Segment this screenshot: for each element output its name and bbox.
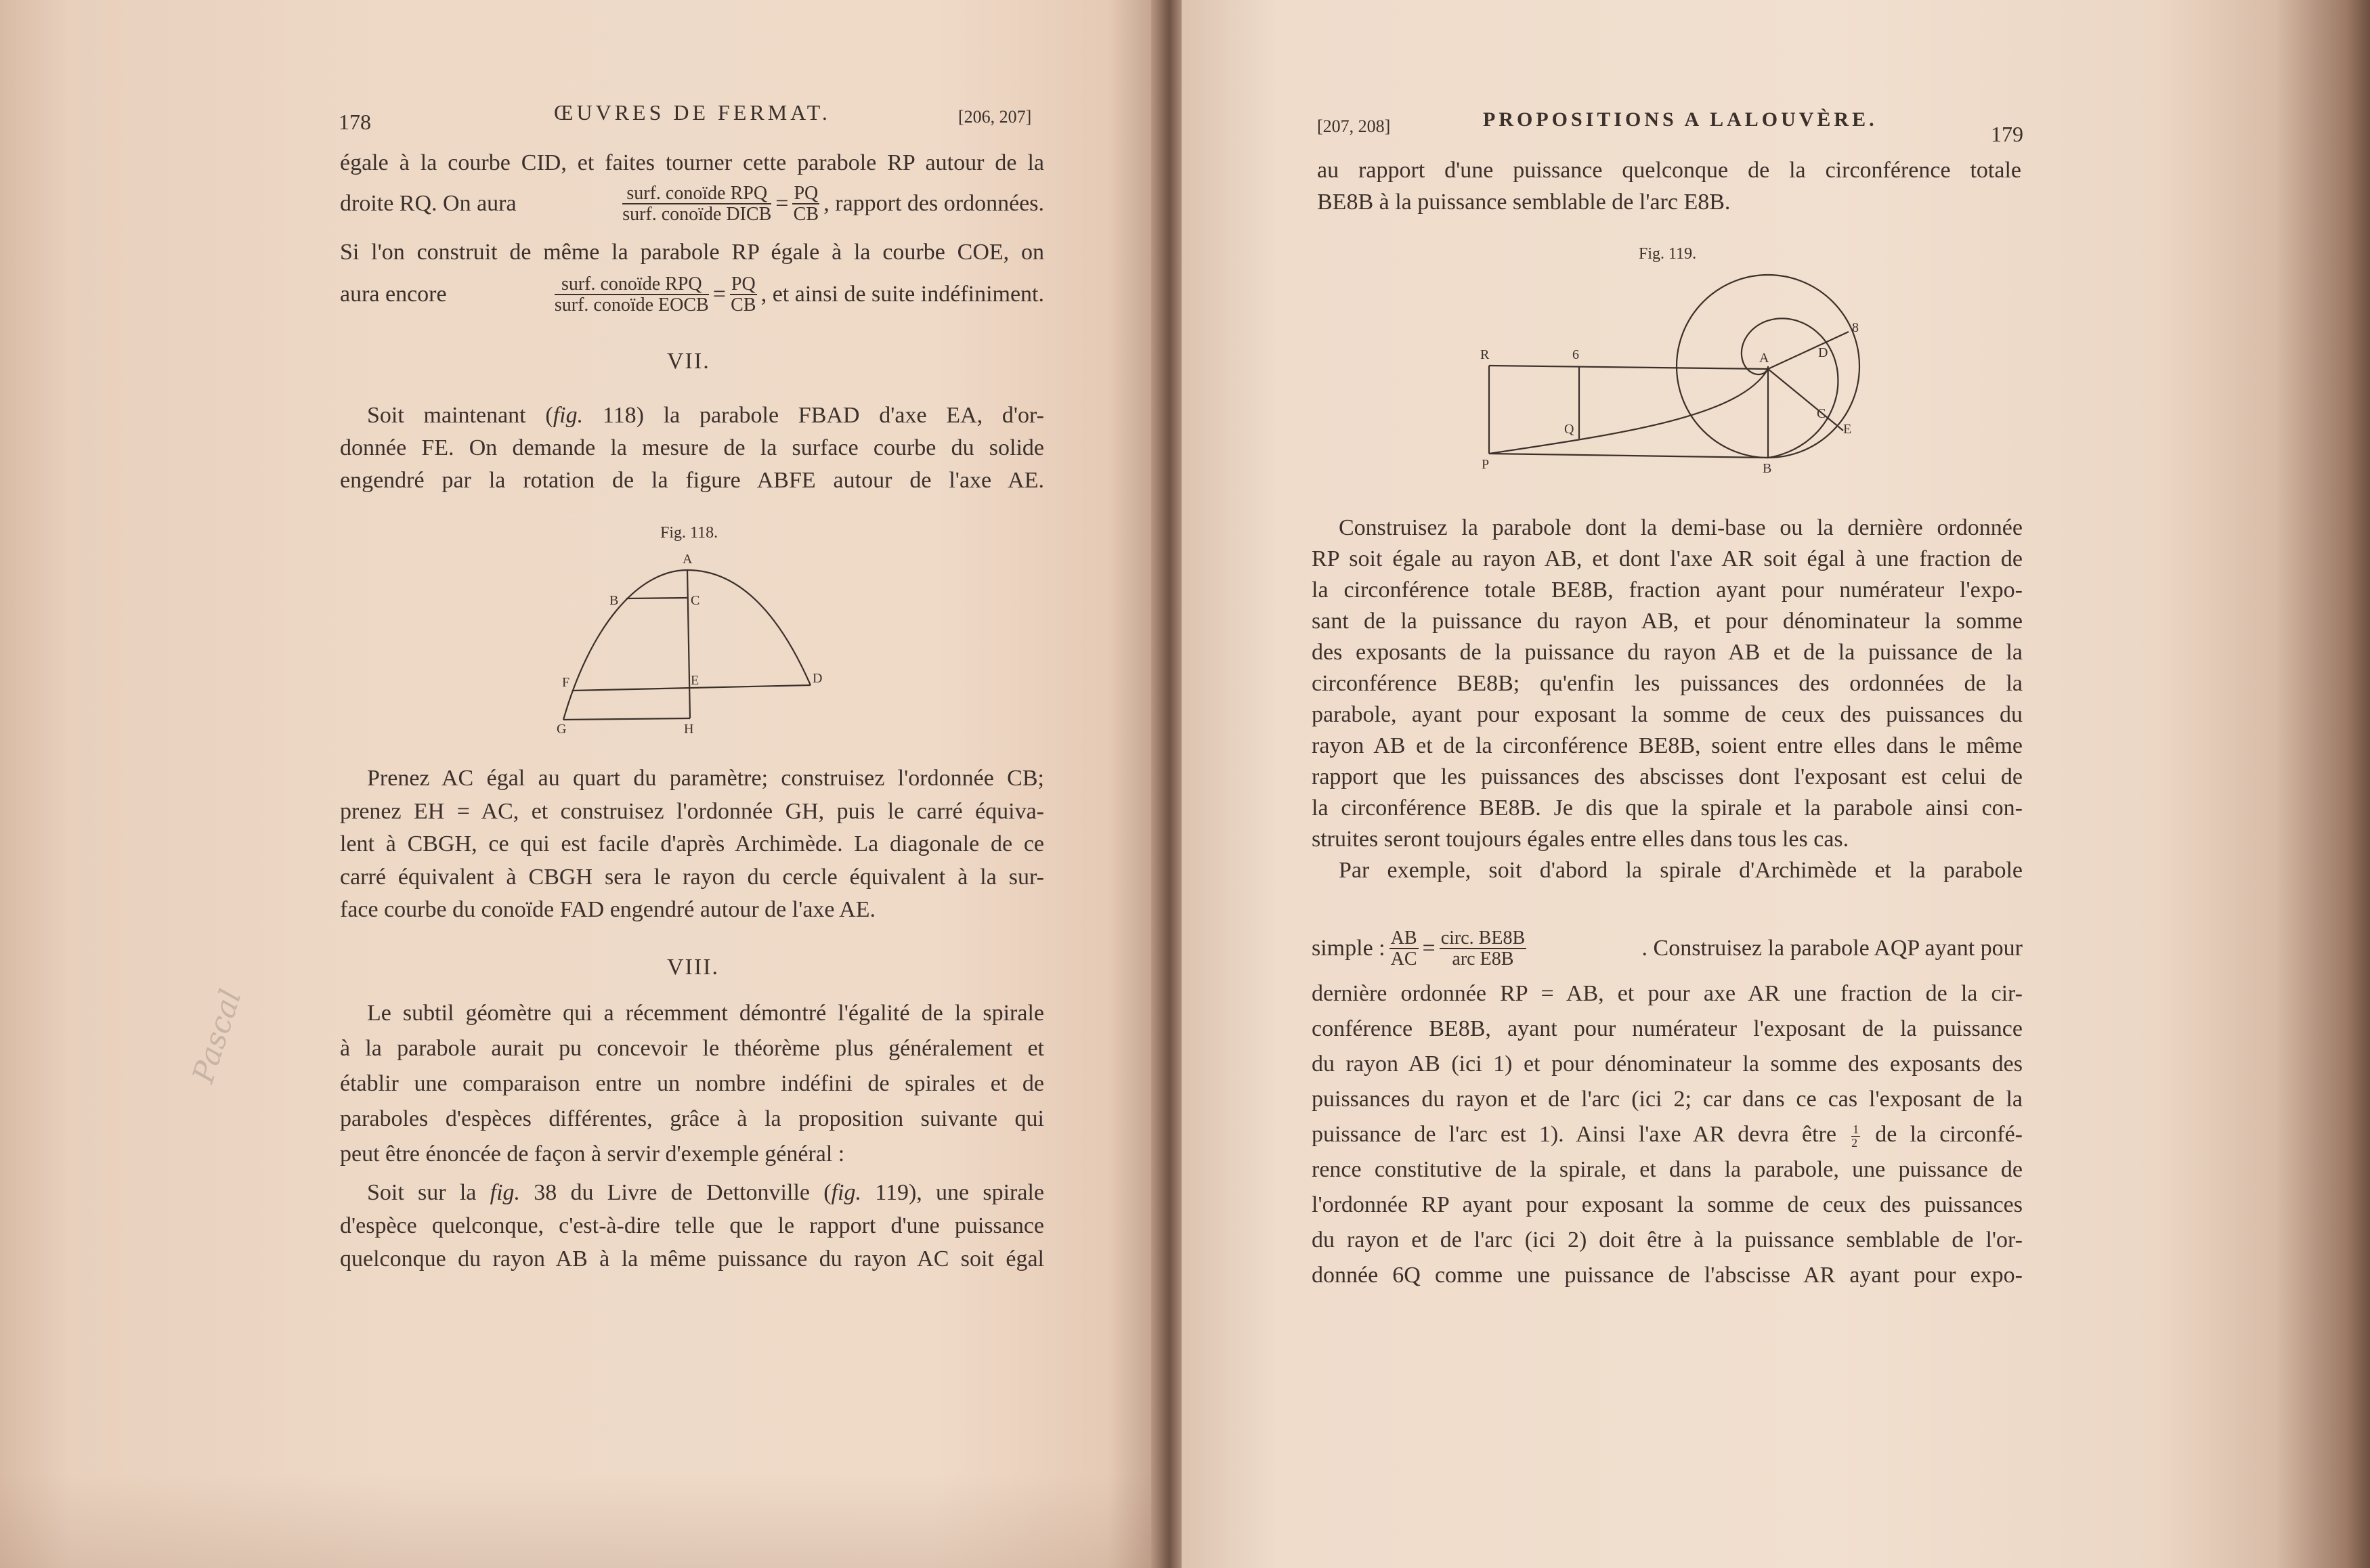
label-e: E <box>1843 422 1852 437</box>
text-line: face courbe du conoïde FAD engendré autour de l'axe AE. <box>340 897 876 922</box>
label-d: D <box>1818 345 1828 360</box>
running-title: ŒUVRES DE FERMAT. <box>554 100 831 125</box>
label-c: C <box>1817 406 1826 421</box>
paragraph <box>1312 976 2023 1293</box>
label-d: D <box>813 671 823 686</box>
denominator: CB <box>793 204 819 225</box>
figure-caption: Fig. 119. <box>1639 245 1697 263</box>
text-line: Si l'on construit de même la parabole RP égale à la courbe COE, on <box>340 240 1044 265</box>
italic-text: fig. <box>831 1180 861 1205</box>
equation-line <box>1312 923 2023 974</box>
text-line: quelconque du rayon AB à la même puissance du rayon AC soit égal <box>340 1246 1044 1271</box>
paragraph <box>1317 154 2021 218</box>
text-line: RP soit égale au rayon AB, et dont l'axe AR soit égal à une fraction de <box>1312 546 2023 571</box>
equation-line <box>340 180 1044 227</box>
label-r: R <box>1480 347 1490 362</box>
fraction <box>730 274 757 315</box>
fraction <box>1389 928 1419 970</box>
paragraph <box>340 147 1044 179</box>
label-b: B <box>1763 461 1772 476</box>
text-line: la circonférence totale BE8B, fraction ayant pour numérateur l'expo- <box>1312 578 2023 603</box>
text-line: BE8B à la puissance semblable de l'arc E8B. <box>1317 190 1731 215</box>
denominator: surf. conoïde EOCB <box>554 295 709 315</box>
numerator: surf. conoïde RPQ <box>555 274 709 295</box>
text-line: sant de la puissance du rayon AB, et pour dénominateur la somme <box>1312 609 2023 634</box>
text-line: peut être énoncée de façon à servir d'exemple général : <box>340 1141 845 1167</box>
text-line: d'espèce quelconque, c'est-à-dire telle que le rapport d'une puissance <box>340 1213 1044 1238</box>
text-line: lent à CBGH, ce qui est facile d'après Archimède. La diagonale de ce <box>340 831 1044 856</box>
text-segment: 38 du Livre de Dettonville ( <box>520 1180 832 1205</box>
text-line: la circonférence BE8B. Je dis que la spirale et la parabole ainsi con- <box>1312 796 2023 821</box>
text-line: puissances du rayon et de l'arc (ici 2; car dans ce cas l'exposant de la <box>1312 1087 2023 1112</box>
section-heading: VIII. <box>667 955 720 980</box>
fraction <box>792 183 819 225</box>
numerator: PQ <box>731 273 756 295</box>
page-ref: [206, 207] <box>958 107 1032 127</box>
equation-suffix: , et ainsi de suite indéfiniment. <box>760 282 1044 307</box>
numerator: surf. conoïde RPQ <box>622 183 771 204</box>
label-p: P <box>1482 457 1490 472</box>
equals-sign: = <box>712 282 726 307</box>
paragraph <box>340 1176 1044 1276</box>
text-line: engendré par la rotation de la figure ABFE autour de l'axe AE. <box>340 468 1044 493</box>
denominator: 2 <box>1851 1135 1858 1150</box>
label-b: B <box>609 593 619 608</box>
label-q: Q <box>1564 422 1574 437</box>
denominator: arc E8B <box>1452 949 1514 970</box>
label-g: G <box>557 722 567 737</box>
text-segment: puissance de l'arc est 1). Ainsi l'axe AR devra être <box>1312 1122 1850 1147</box>
label-e: E <box>691 673 699 688</box>
denominator: AC <box>1390 949 1417 970</box>
text-line: rayon AB et de la circonférence BE8B, soient entre elles dans le même <box>1312 733 2023 758</box>
text-line: parabole, ayant pour exposant la somme de ceux des puissances du <box>1312 702 2023 727</box>
label-f: F <box>562 675 570 690</box>
equation-suffix: . Construisez la parabole AQP ayant pour <box>1641 936 2023 961</box>
text-line: carré équivalent à CBGH sera le rayon du cercle équivalent à la sur- <box>340 864 1044 890</box>
text-line: au rapport d'une puissance quelconque de la circonférence totale <box>1317 158 2021 183</box>
text-line: circonférence BE8B; qu'enfin les puissances des ordonnées de la <box>1312 671 2023 696</box>
equation-prefix: simple : <box>1312 936 1385 961</box>
left-page <box>0 0 1166 1568</box>
text-line: Construisez la parabole dont la demi-base ou la dernière ordonnée <box>1339 515 2023 540</box>
text-line: rapport que les puissances des abscisses dont l'exposant est celui de <box>1312 764 2023 789</box>
pencil-margin-note: Pascal <box>186 985 249 1087</box>
text-line <box>340 1176 1044 1209</box>
text-segment: Soit sur la <box>367 1180 490 1205</box>
text-line: conférence BE8B, ayant pour numérateur l'exposant de la puissance <box>1312 1016 2023 1041</box>
text-line: dernière ordonnée RP = AB, et pour axe AR une fraction de la cir- <box>1312 981 2023 1006</box>
paragraph <box>340 762 1044 927</box>
equals-sign: = <box>1422 936 1436 961</box>
label-8: 8 <box>1852 320 1859 335</box>
text-segment: 119), une spirale <box>861 1180 1044 1205</box>
fraction <box>1440 928 1526 970</box>
text-line: des exposants de la puissance du rayon AB et de la puissance de la <box>1312 640 2023 665</box>
numerator: circ. BE8B <box>1440 927 1526 949</box>
numerator: AB <box>1390 927 1417 949</box>
label-h: H <box>684 722 694 737</box>
text-line: du rayon AB (ici 1) et pour dénominateur la somme des exposants des <box>1312 1051 2023 1076</box>
text-line: paraboles d'espèces différentes, grâce à la proposition suivante qui <box>340 1106 1044 1131</box>
text-line: struites seront toujours égales entre elles dans tous les cas. <box>1312 827 1849 852</box>
text-line: à la parabole aurait pu concevoir le théorème plus généralement et <box>340 1036 1044 1061</box>
label-c: C <box>691 593 700 608</box>
paragraph <box>1312 513 2023 886</box>
text-line: Par exemple, soit d'abord la spirale d'Archimède et la parabole <box>1339 858 2023 883</box>
equation-prefix: aura encore <box>340 282 447 307</box>
text-segment: Soit maintenant ( <box>367 403 553 428</box>
running-title: PROPOSITIONS A LALOUVÈRE. <box>1483 108 1878 131</box>
text-line: du rayon et de l'arc (ici 2) doit être à la puissance semblable de l'or- <box>1312 1227 2023 1253</box>
label-a: A <box>683 552 693 567</box>
paragraph <box>340 996 1044 1172</box>
numerator: 1 <box>1853 1122 1859 1136</box>
page-ref: [207, 208] <box>1317 116 1391 136</box>
text-line: rence constitutive de la spirale, et dans la parabole, une puissance de <box>1312 1157 2023 1182</box>
equation-line <box>340 271 1044 318</box>
text-line: donnée 6Q comme une puissance de l'abscisse AR ayant pour expo- <box>1312 1263 2023 1288</box>
text-segment: 118) la parabole FBAD d'axe EA, d'or- <box>583 403 1044 428</box>
text-line: l'ordonnée RP ayant pour exposant la somme de ceux des puissances <box>1312 1192 2023 1217</box>
denominator: surf. conoïde DICB <box>622 204 772 225</box>
italic-text: fig. <box>553 403 584 428</box>
fraction <box>1851 1123 1860 1150</box>
page-number: 178 <box>339 110 371 134</box>
equation-suffix: , rapport des ordonnées. <box>823 191 1044 216</box>
fraction <box>622 183 771 225</box>
text-line: Prenez AC égal au quart du paramètre; construisez l'ordonnée CB; <box>367 766 1044 791</box>
text-line <box>1312 1117 2023 1152</box>
text-line <box>340 399 1044 432</box>
text-line: donnée FE. On demande la mesure de la surface courbe du solide <box>340 435 1044 460</box>
figure-caption: Fig. 118. <box>660 524 718 542</box>
equals-sign: = <box>775 191 789 216</box>
text-line: prenez EH = AC, et construisez l'ordonnée GH, puis le carré équiva- <box>340 798 1044 824</box>
fraction <box>555 274 709 315</box>
page-number: 179 <box>1991 122 2023 146</box>
numerator: PQ <box>794 182 819 204</box>
text-segment: de la circonfé- <box>1862 1122 2023 1147</box>
label-6: 6 <box>1572 347 1579 362</box>
text-line: établir une comparaison entre un nombre indéfini de spirales et de <box>340 1071 1044 1096</box>
paragraph <box>340 399 1044 497</box>
section-heading: VII. <box>667 349 710 374</box>
text-line: égale à la courbe CID, et faites tourner cette parabole RP autour de la <box>340 150 1044 175</box>
denominator: CB <box>731 295 756 315</box>
label-a: A <box>1759 351 1769 366</box>
equation-prefix: droite RQ. On aura <box>340 191 517 216</box>
text-line: Le subtil géomètre qui a récemment démontré l'égalité de la spirale <box>367 1001 1044 1026</box>
paragraph <box>340 236 1044 269</box>
italic-text: fig. <box>490 1180 521 1205</box>
